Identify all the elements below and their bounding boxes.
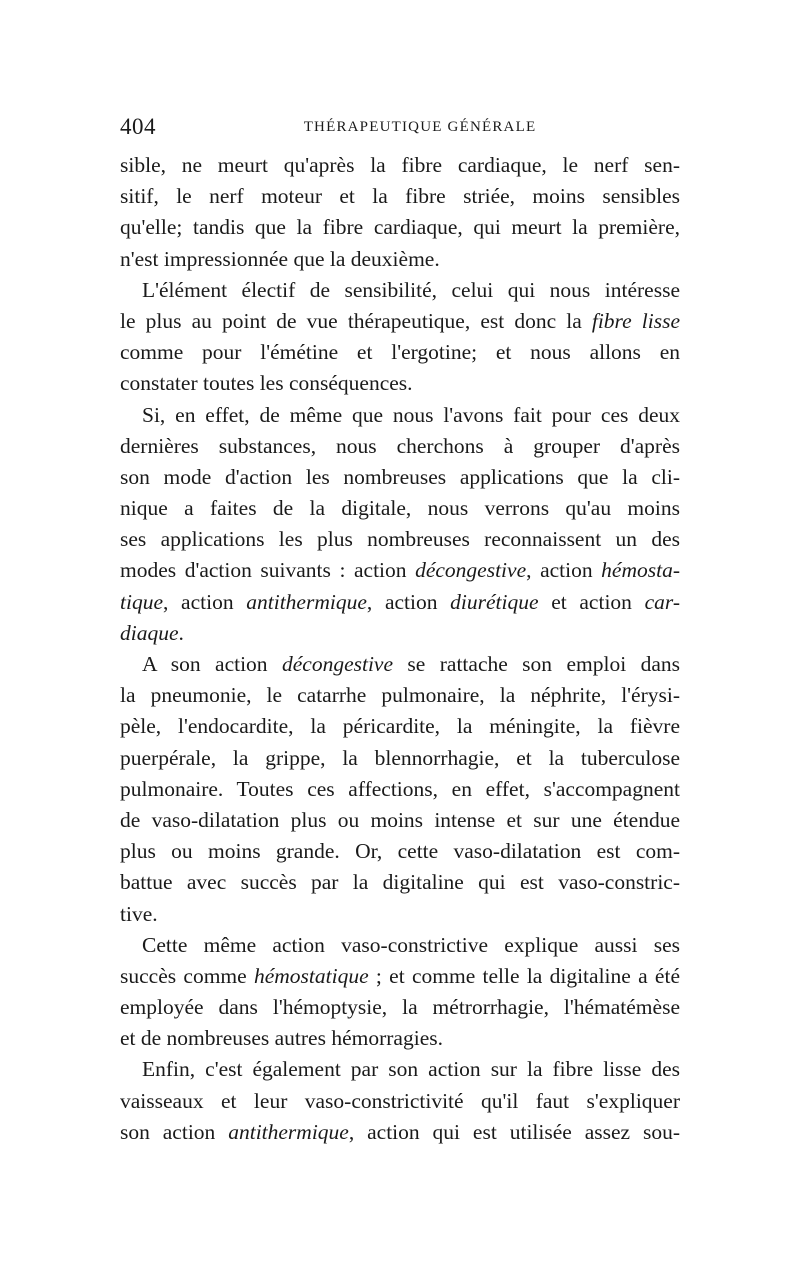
italic-term: hémostatique [253, 963, 369, 988]
text-line [120, 1117, 680, 1148]
text-segment: , action [366, 589, 451, 614]
text-segment: qu'elle; tandis que la fibre cardiaque, qui meurt la première, [120, 215, 680, 240]
italic-term: tique [120, 589, 163, 614]
text-segment: , action qui est utilisée assez sou- [348, 1119, 681, 1144]
text-segment: nique a faites de la digitale, nous verrons qu'au moins [120, 496, 680, 521]
text-line [120, 1086, 680, 1117]
text-line [120, 306, 680, 337]
text-segment: la pneumonie, le catarrhe pulmonaire, la néphrite, l'érysi- [120, 683, 680, 708]
text-segment: vaisseaux et leur vaso-constrictivité qu'il faut s'expliquer [120, 1088, 680, 1113]
text-line [120, 680, 680, 711]
text-line [120, 150, 680, 181]
running-title: THÉRAPEUTIQUE GÉNÉRALE [303, 119, 537, 135]
text-line [120, 181, 680, 212]
body-text [120, 150, 680, 1148]
text-segment: et action [538, 589, 645, 614]
text-line [120, 618, 680, 649]
text-segment: , action [526, 558, 602, 583]
page-number: 404 [120, 114, 156, 139]
text-line [120, 992, 680, 1023]
text-segment: n'est impressionnée que la deuxième. [120, 246, 440, 271]
text-segment: A son action [142, 652, 282, 676]
text-line [120, 774, 680, 805]
text-segment: constater toutes les conséquences. [120, 371, 413, 396]
italic-term: diaque [120, 620, 179, 645]
text-segment: son action [120, 1119, 229, 1144]
text-segment: succès comme [120, 963, 254, 988]
text-segment: sitif, le nerf moteur et la fibre striée, moins sensibles [120, 184, 680, 209]
text-line [120, 431, 680, 462]
text-segment: L'élément électif de sensibilité, celui qui nous intéresse [142, 277, 680, 302]
italic-term: hémosta- [601, 558, 680, 583]
text-segment: ses applications les plus nombreuses reconnaissent un des [120, 527, 680, 552]
text-line [120, 867, 680, 898]
text-segment: ; et comme telle la digitaline a été [368, 963, 680, 988]
italic-term: antithermique [228, 1119, 349, 1144]
text-line [120, 524, 680, 555]
text-segment: , action [163, 589, 247, 614]
text-line [120, 555, 680, 586]
text-line [120, 711, 680, 742]
text-line [120, 899, 680, 930]
text-line [120, 587, 680, 618]
text-segment: dernières substances, nous cherchons à grouper d'après [120, 433, 680, 458]
text-line [120, 368, 680, 399]
italic-term: fibre lisse [591, 308, 680, 333]
text-line [120, 337, 680, 368]
page-header [120, 114, 680, 144]
text-segment: employée dans l'hémoptysie, la métrorrhagie, l'hématémèse [120, 995, 680, 1020]
text-segment: modes d'action suivants : action [120, 558, 416, 583]
text-segment: pèle, l'endocardite, la péricardite, la méningite, la fièvre [120, 714, 680, 739]
text-line [120, 836, 680, 867]
text-line [120, 1023, 680, 1054]
text-segment: Cette même action vaso-constrictive explique aussi ses [142, 932, 680, 957]
text-line [120, 493, 680, 524]
text-segment: le plus au point de vue thérapeutique, est donc la [120, 308, 592, 333]
text-segment: . [178, 620, 184, 645]
text-line [120, 400, 680, 431]
text-line [120, 649, 680, 680]
text-segment: son mode d'action les nombreuses applications que la cli- [120, 464, 680, 489]
text-segment: et de nombreuses autres hémorragies. [120, 1026, 443, 1051]
italic-term: diurétique [450, 589, 539, 614]
text-segment: tive. [120, 901, 158, 926]
italic-term: antithermique [246, 589, 367, 614]
text-line [120, 212, 680, 243]
text-segment: puerpérale, la grippe, la blennorrhagie, et la tuberculose [120, 745, 680, 770]
italic-term: car- [644, 589, 680, 614]
text-line [120, 462, 680, 493]
text-line [120, 1054, 680, 1085]
text-segment: se rattache son emploi dans [393, 652, 680, 676]
text-line [120, 275, 680, 306]
text-segment: comme pour l'émétine et l'ergotine; et nous allons en [120, 340, 680, 365]
text-segment: Enfin, c'est également par son action sur la fibre lisse des [142, 1057, 680, 1082]
text-segment: pulmonaire. Toutes ces affections, en effet, s'accompagnent [120, 776, 680, 801]
text-line [120, 244, 680, 275]
text-segment: de vaso-dilatation plus ou moins intense et sur une étendue [120, 807, 680, 832]
text-segment: Si, en effet, de même que nous l'avons fait pour ces deux [142, 402, 680, 427]
text-line [120, 961, 680, 992]
text-line [120, 805, 680, 836]
text-line [120, 743, 680, 774]
italic-term: décongestive [415, 558, 527, 583]
text-line [120, 930, 680, 961]
text-segment: battue avec succès par la digitaline qui est vaso-constric- [120, 870, 680, 895]
text-segment: plus ou moins grande. Or, cette vaso-dilatation est com- [120, 839, 680, 864]
text-segment: sible, ne meurt qu'après la fibre cardiaque, le nerf sen- [120, 153, 680, 177]
italic-term: décongestive [281, 652, 394, 676]
